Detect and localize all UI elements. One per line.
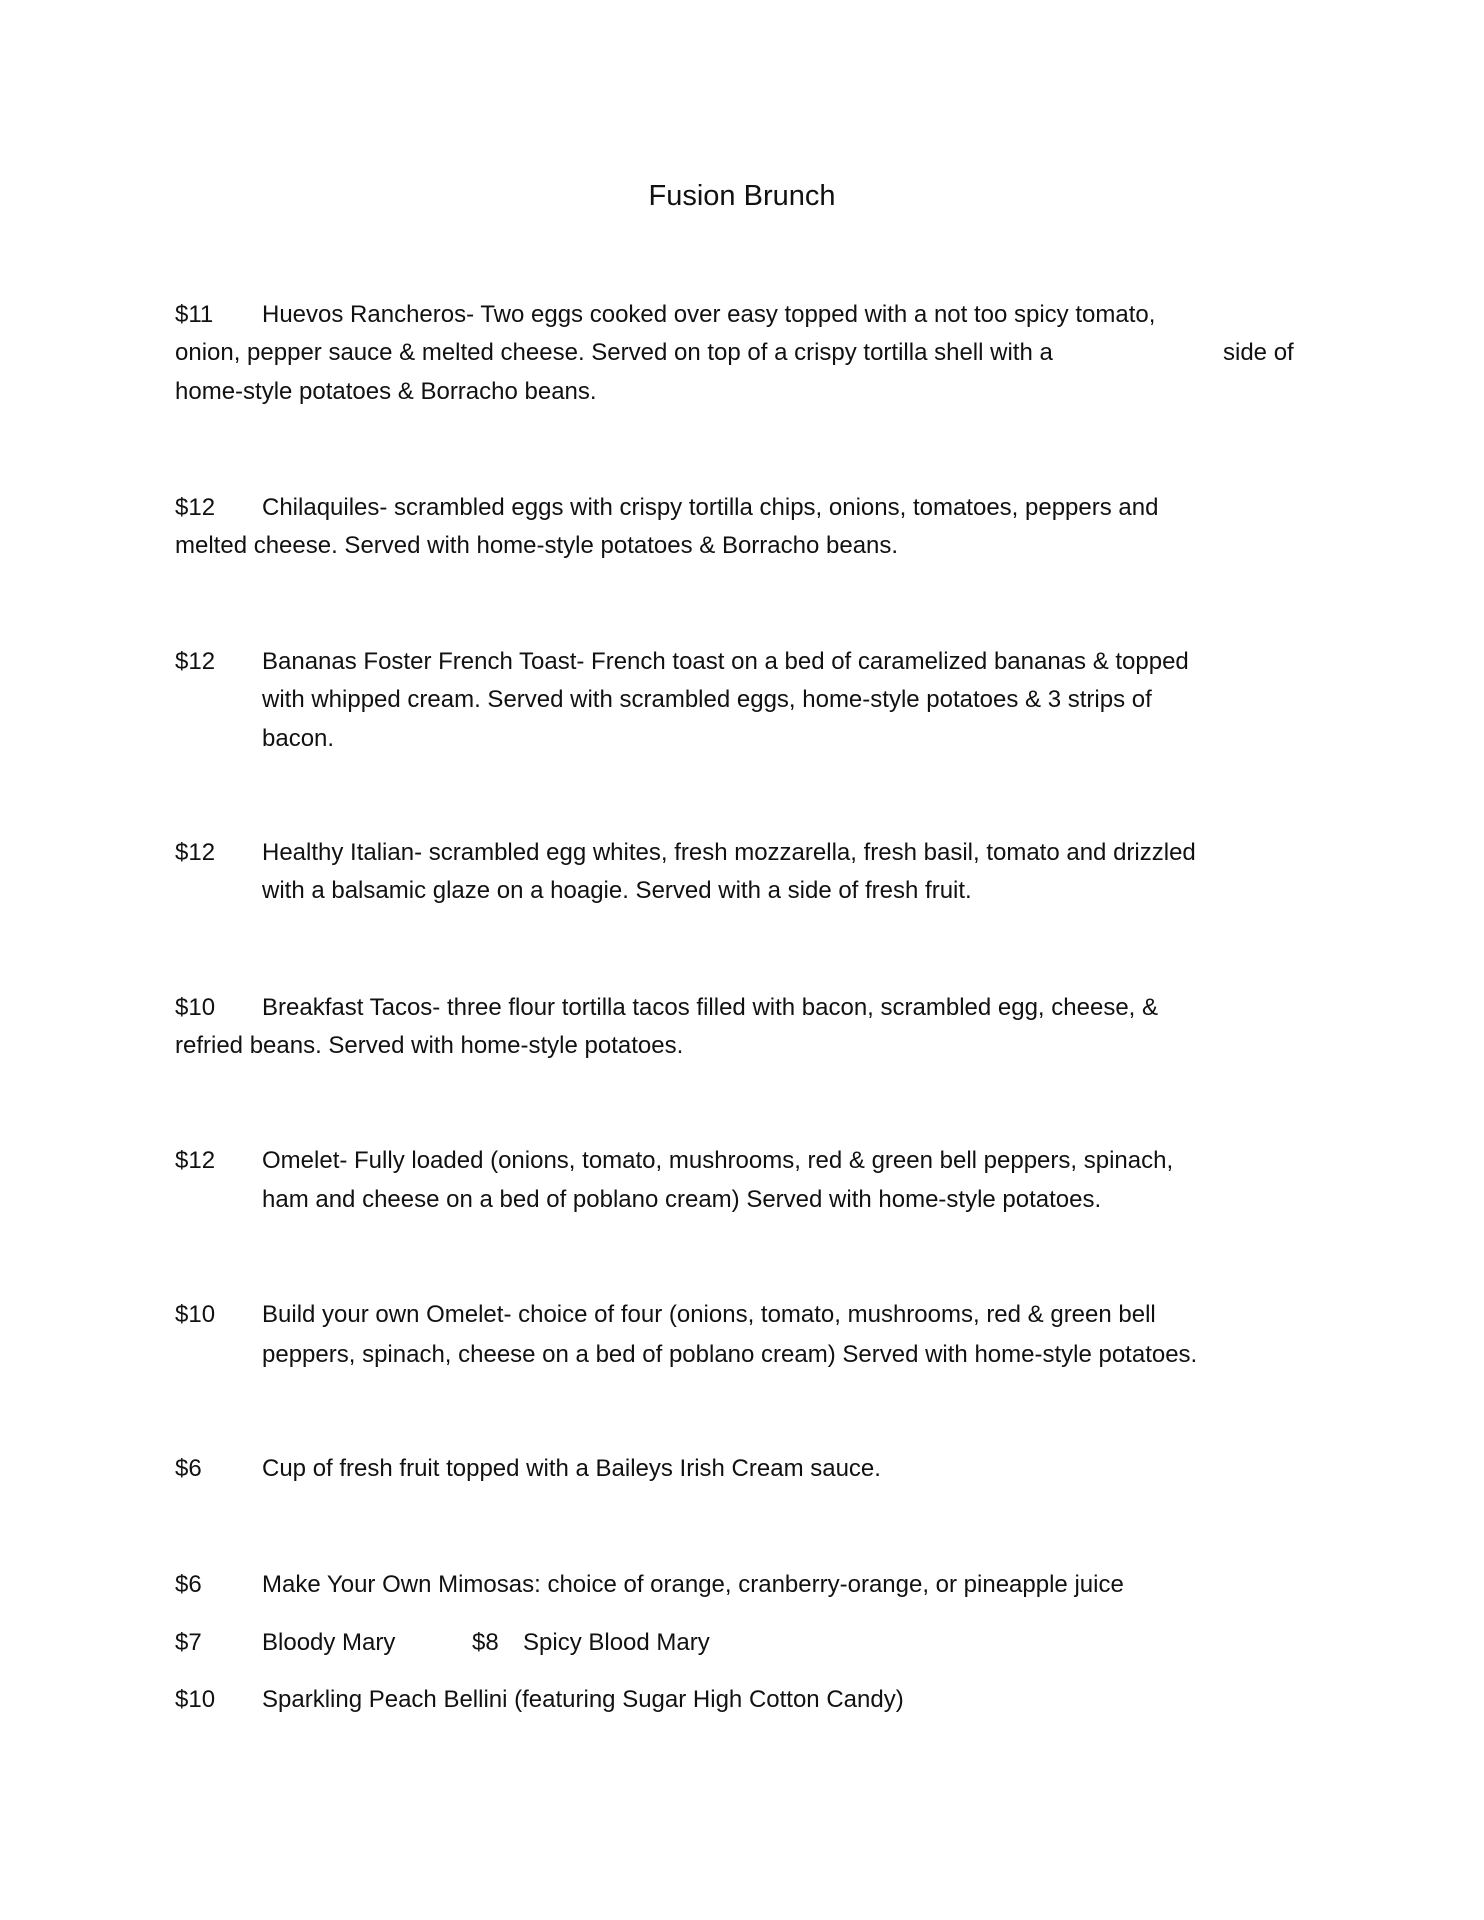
item-price: $6 bbox=[175, 1571, 202, 1598]
item-price: $11 bbox=[175, 301, 214, 328]
item-description-line: Cup of fresh fruit topped with a Baileys Irish Cream sauce. bbox=[262, 1455, 881, 1482]
item-description-line: peppers, spinach, cheese on a bed of poblano cream) Served with home-style potatoes. bbox=[262, 1341, 1198, 1368]
page-title: Fusion Brunch bbox=[648, 180, 836, 212]
item-description-line: Spicy Blood Mary bbox=[523, 1629, 710, 1656]
item-description-line: Healthy Italian- scrambled egg whites, fresh mozzarella, fresh basil, tomato and drizzled bbox=[262, 839, 1196, 866]
item-description-line: Breakfast Tacos- three flour tortilla tacos filled with bacon, scrambled egg, cheese, & bbox=[262, 994, 1159, 1021]
item-price: $6 bbox=[175, 1455, 202, 1482]
item-price: $10 bbox=[175, 1686, 216, 1713]
item-price: $12 bbox=[175, 1147, 216, 1174]
item-price: $12 bbox=[175, 494, 216, 521]
item-description-line: Bananas Foster French Toast- French toast on a bed of caramelized bananas & topped bbox=[262, 648, 1189, 675]
item-price: $10 bbox=[175, 1301, 216, 1328]
item-description-line: melted cheese. Served with home-style potatoes & Borracho beans. bbox=[175, 532, 899, 559]
item-description-line: with a balsamic glaze on a hoagie. Served with a side of fresh fruit. bbox=[262, 877, 972, 904]
item-description-line: onion, pepper sauce & melted cheese. Served on top of a crispy tortilla shell with a bbox=[175, 339, 1053, 366]
item-price: $10 bbox=[175, 994, 216, 1021]
item-description-line: Sparkling Peach Bellini (featuring Sugar High Cotton Candy) bbox=[262, 1686, 904, 1713]
item-price: $12 bbox=[175, 648, 216, 675]
item-description-line: with whipped cream. Served with scrambled eggs, home-style potatoes & 3 strips of bbox=[262, 686, 1152, 713]
item-price-secondary: $8 bbox=[472, 1629, 499, 1656]
item-description-line: Build your own Omelet- choice of four (onions, tomato, mushrooms, red & green bell bbox=[262, 1301, 1156, 1328]
item-description-line: Omelet- Fully loaded (onions, tomato, mushrooms, red & green bell peppers, spinach, bbox=[262, 1147, 1174, 1174]
item-description-line: ham and cheese on a bed of poblano cream) Served with home-style potatoes. bbox=[262, 1186, 1102, 1213]
item-description-line: Bloody Mary bbox=[262, 1629, 396, 1656]
item-price: $12 bbox=[175, 839, 216, 866]
item-description-line: bacon. bbox=[262, 725, 335, 752]
item-price: $7 bbox=[175, 1629, 202, 1656]
item-description-line: refried beans. Served with home-style potatoes. bbox=[175, 1032, 684, 1059]
item-description-line: side of bbox=[1223, 339, 1294, 366]
item-description-line: Make Your Own Mimosas: choice of orange, cranberry-orange, or pineapple juice bbox=[262, 1571, 1124, 1598]
item-description-line: Huevos Rancheros- Two eggs cooked over easy topped with a not too spicy tomato, bbox=[262, 301, 1156, 328]
item-description-line: Chilaquiles- scrambled eggs with crispy tortilla chips, onions, tomatoes, peppers and bbox=[262, 494, 1159, 521]
item-description-line: home-style potatoes & Borracho beans. bbox=[175, 378, 597, 405]
